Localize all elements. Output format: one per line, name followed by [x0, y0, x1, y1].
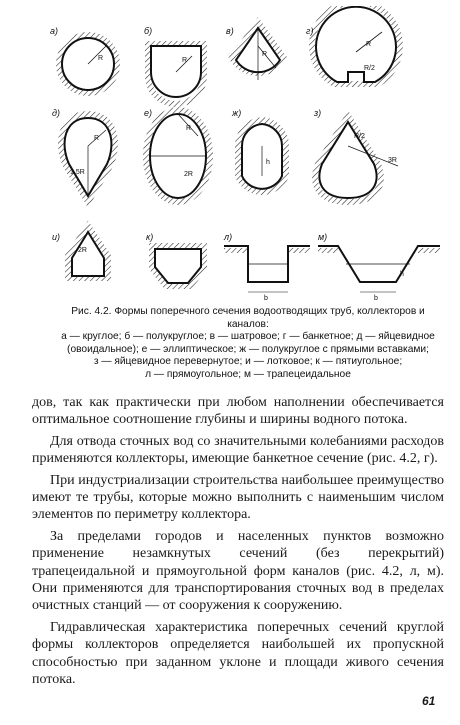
- cross-sections-drawing: [48, 6, 448, 301]
- caption-title: Рис. 4.2. Формы поперечного сечения водоотводящих труб, коллекторов и каналов:: [71, 306, 425, 330]
- section-a-round: [50, 26, 117, 93]
- label-a: а): [50, 26, 59, 36]
- paragraph: При индустриализации строительства наибольшее преимущество имеют те трубы, которые можно выполнить с наименьшим числом элементов по периметру коллектора.: [32, 472, 444, 523]
- caption-line: з — яйцевидное перевернутое; и — лотковое; к — пятиугольное;: [93, 356, 403, 368]
- section-i-trough: [52, 226, 108, 278]
- svg-text:b: b: [264, 295, 268, 301]
- svg-text:R: R: [366, 41, 372, 48]
- label-e: е): [144, 108, 153, 118]
- section-d-egg: [52, 108, 115, 202]
- svg-text:3R: 3R: [388, 157, 397, 164]
- label-zh: ж): [232, 108, 242, 118]
- caption-line: л — прямоугольное; м — трапецеидальное: [145, 368, 351, 380]
- svg-text:R: R: [262, 51, 268, 58]
- svg-text:R/2: R/2: [364, 65, 375, 72]
- label-g: г): [306, 26, 314, 36]
- caption-line: а — круглое; б — полукруглое; в — шатровое; г — банкетное; д — яйцевидное: [61, 331, 435, 343]
- label-m: м): [318, 232, 328, 242]
- label-l: л): [224, 232, 233, 242]
- svg-text:2R: 2R: [78, 247, 87, 254]
- paragraph: Для отвода сточных вод со значительными колебаниями расходов применяются коллекторы, имеющие банкетное сечение (рис. 4.2, г).: [32, 433, 444, 467]
- paragraph: дов, так как практически при любом наполнении обеспечивается оптимальное соотношение глубины и ширины водного потока.: [32, 395, 444, 428]
- label-k: к): [146, 232, 154, 242]
- svg-text:R/2: R/2: [354, 133, 365, 140]
- section-k-pentagonal: [146, 232, 204, 286]
- figure-4-2: [48, 6, 448, 301]
- figure-caption: [52, 306, 444, 382]
- paragraph: Гидравлическая характеристика поперечных сечений круглой формы коллекторов определяется наибольшей их пропускной способностью при заданном уклоне и площади живого сечения потока.: [32, 619, 444, 688]
- section-l-rectangular: [223, 232, 310, 301]
- svg-text:2R: 2R: [184, 171, 193, 178]
- svg-text:h: h: [400, 271, 404, 278]
- paragraph: За пределами городов и населенных пунктов возможно применение незамкнутых сечений (без перекрытий) трапецеидальной и прямоугольной форм каналов (рис. 4.2, л, м). Они применяются для транспортирования сточных вод в пределах очистных станций — от сооружения к сооружению.: [32, 528, 444, 614]
- svg-text:h: h: [266, 159, 270, 166]
- caption-line: (овоидальное); е — эллиптическое; ж — полукруглое с прямыми вставками;: [67, 343, 429, 355]
- page-number: 61: [422, 694, 436, 708]
- svg-text:b: b: [374, 295, 378, 301]
- section-m-trapezoidal: [318, 232, 440, 301]
- label-b: б): [144, 26, 153, 36]
- body-text: [32, 394, 444, 693]
- section-e-elliptic: [144, 108, 210, 202]
- label-z: з): [314, 108, 322, 118]
- section-g-banquette: [306, 6, 400, 84]
- svg-text:R: R: [182, 57, 188, 64]
- svg-text:R: R: [186, 125, 192, 132]
- label-d: д): [52, 108, 60, 118]
- section-zh-inserts: [231, 108, 286, 192]
- svg-text:R: R: [98, 55, 104, 62]
- section-z-inverted-egg: [313, 108, 398, 202]
- label-i: и): [52, 232, 61, 242]
- section-b-semicircular: [144, 26, 204, 104]
- label-v: в): [226, 26, 234, 36]
- svg-text:R: R: [94, 135, 100, 142]
- svg-text:1,5R: 1,5R: [70, 169, 85, 176]
- section-v-tent: [226, 22, 284, 80]
